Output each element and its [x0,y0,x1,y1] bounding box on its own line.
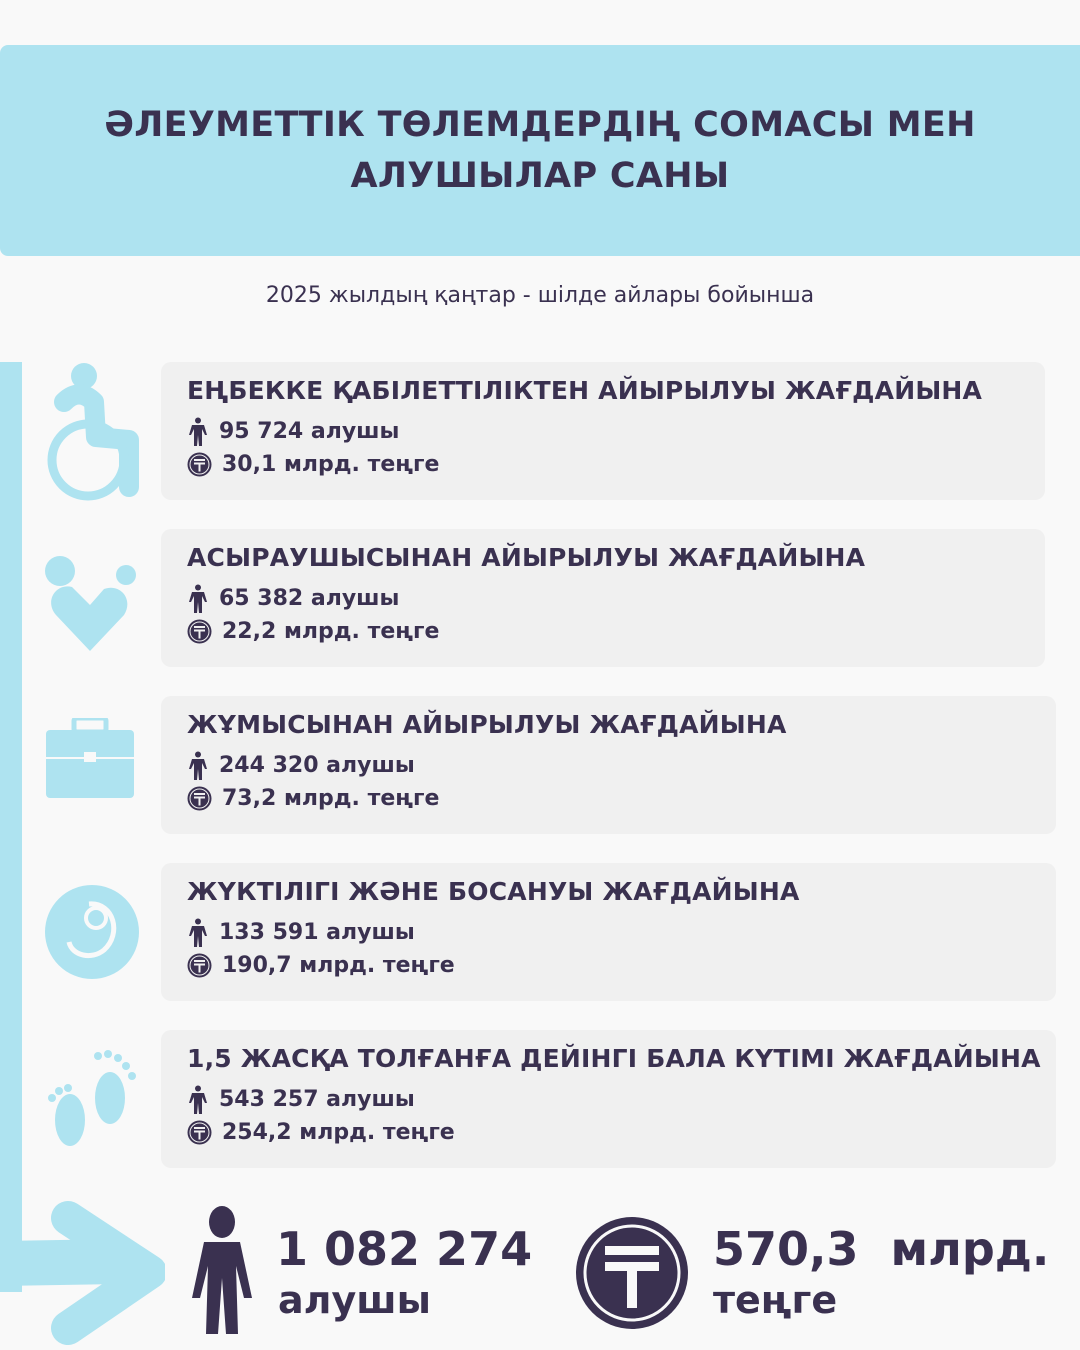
person-icon [187,1085,209,1115]
recipients-count: 95 724 алушы [219,419,400,444]
tenge-coin-icon [187,619,212,644]
category-title: АСЫРАУШЫСЫНАН АЙЫРЫЛУЫ ЖАҒДАЙЫНА [187,543,866,572]
category-card [161,362,1045,500]
recipients-row [187,582,1045,615]
recipients-row [187,749,1056,782]
category-title: ЖҮКТІЛІГІ ЖӘНЕ БОСАНУЫ ЖАҒДАЙЫНА [187,877,800,906]
amount-row [187,448,1045,481]
amount-value: 73,2 млрд. теңге [222,786,440,811]
wheelchair-icon [44,362,139,502]
category-card [161,1030,1056,1168]
amount-value: 190,7 млрд. теңге [222,953,455,978]
amount-row [187,782,1056,815]
person-icon [187,751,209,781]
person-icon [187,584,209,614]
recipients-row [187,1083,1056,1116]
total-recipients-label: алушы [278,1278,431,1322]
amount-row [187,1116,1056,1149]
amount-value: 30,1 млрд. теңге [222,452,440,477]
arrow-icon [50,1200,165,1345]
baby-feet-icon [44,1048,139,1148]
recipients-count: 543 257 алушы [219,1087,415,1112]
total-amount-value: 570,3 млрд. [713,1222,1050,1276]
category-title: ЕҢБЕККЕ ҚАБІЛЕТТІЛІКТЕН АЙЫРЫЛУЫ ЖАҒДАЙЫНА [187,376,983,405]
header-band [0,45,1080,256]
category-title: ЖҰМЫСЫНАН АЙЫРЫЛУЫ ЖАҒДАЙЫНА [187,710,787,739]
person-icon [187,918,209,948]
person-icon [186,1206,258,1338]
amount-row [187,615,1045,648]
recipients-count: 133 591 алушы [219,920,415,945]
tenge-coin-icon [187,452,212,477]
amount-value: 22,2 млрд. теңге [222,619,440,644]
recipients-count: 244 320 алушы [219,753,415,778]
amount-value: 254,2 млрд. теңге [222,1120,455,1145]
amount-row [187,949,1056,982]
tenge-coin-icon [187,786,212,811]
person-icon [187,417,209,447]
recipients-row [187,415,1045,448]
category-card [161,529,1045,667]
total-amount-label: теңге [713,1278,838,1322]
subtitle: 2025 жылдың қаңтар - шілде айлары бойынша [265,283,815,308]
category-card [161,863,1056,1001]
tenge-coin-icon [187,1120,212,1145]
fetus-icon [44,884,140,980]
heart-care-icon [44,553,139,653]
tenge-coin-icon [575,1216,689,1330]
recipients-count: 65 382 алушы [219,586,400,611]
page-title: ӘЛЕУМЕТТІК ТӨЛЕМДЕРДІҢ СОМАСЫ МЕН АЛУШЫЛАР САНЫ [104,104,976,196]
recipients-row [187,916,1056,949]
total-recipients-value: 1 082 274 [276,1222,533,1276]
category-card [161,696,1056,834]
tenge-coin-icon [187,953,212,978]
category-title: 1,5 ЖАСҚА ТОЛҒАНҒА ДЕЙІНГІ БАЛА КҮТІМІ ЖАҒДАЙЫНА [187,1044,1041,1073]
timeline-bar [0,362,22,1292]
briefcase-icon [44,718,136,800]
